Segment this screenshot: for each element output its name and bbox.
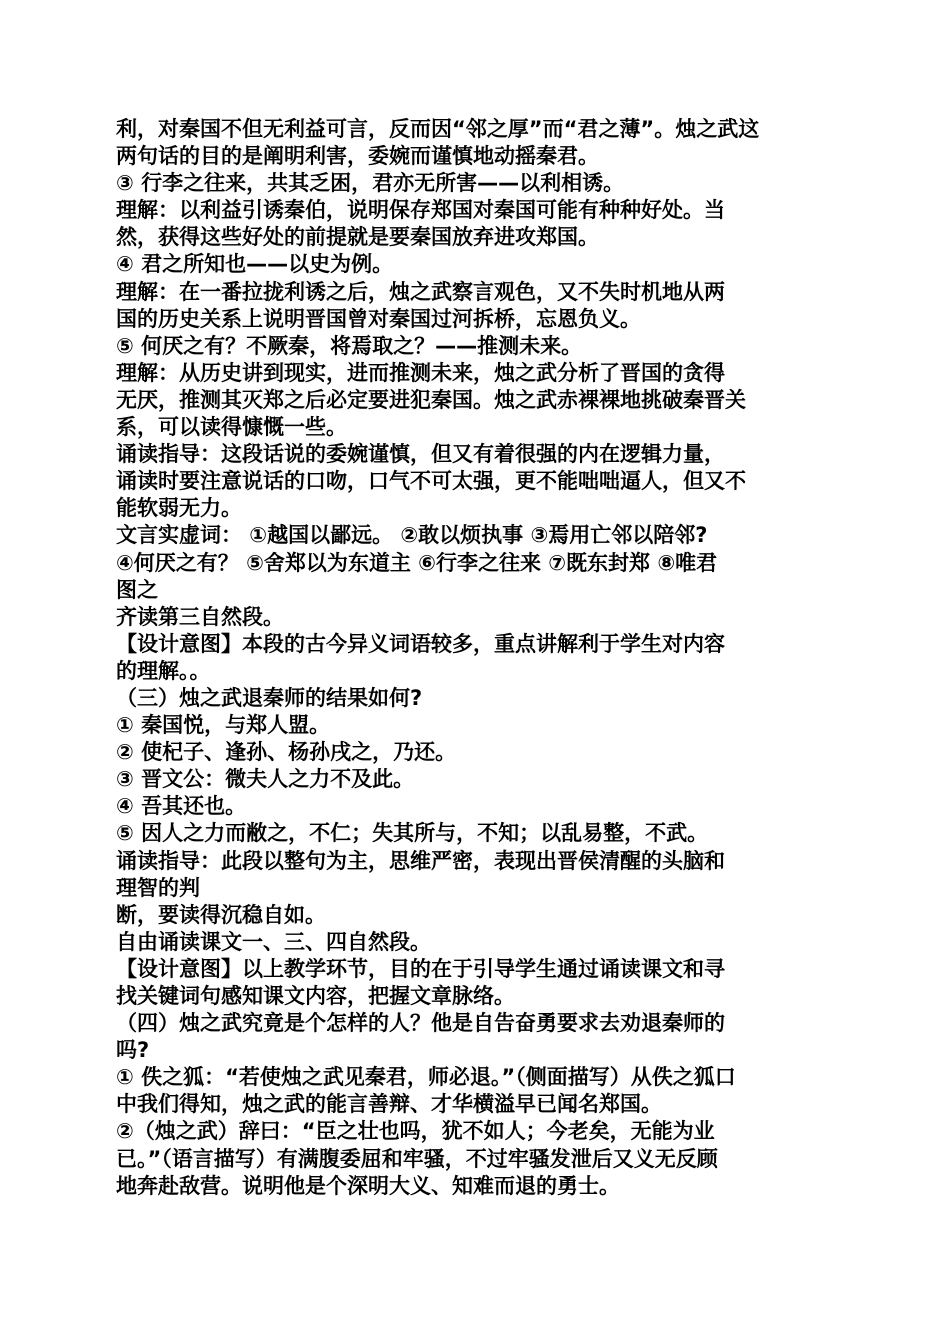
text-line: 诵读指导：这段话说的委婉谨慎，但又有着很强的内在逻辑力量， [116, 442, 725, 467]
text-line: 理解：以利益引诱秦伯，说明保存郑国对秦国可能有种种好处。当 [116, 198, 725, 223]
text-line: 的理解。。 [116, 658, 211, 683]
text-line: ④ 君之所知也——以史为例。 [116, 252, 394, 277]
text-line: 理解：在一番拉拢利诱之后，烛之武察言观色，又不失时机地从两 [116, 279, 725, 304]
text-line: ① 秦国悦，与郑人盟。 [116, 713, 331, 738]
text-line: ⑤ 何厌之有？不厥秦，将焉取之？——推测未来。 [116, 333, 583, 358]
text-line: 然，获得这些好处的前提就是要秦国放弃进攻郑国。 [116, 225, 599, 250]
text-line: ④ 吾其还也。 [116, 794, 247, 819]
text-line: 地奔赴敌营。说明他是个深明大义、知难而退的勇士。 [116, 1173, 620, 1198]
text-line: 理智的判 [116, 875, 200, 900]
text-line: ① 佚之狐：“若使烛之武见秦君，师必退。”（侧面描写）从佚之狐口 [116, 1065, 736, 1090]
text-line: （三）烛之武退秦师的结果如何? [116, 685, 423, 710]
document-page [116, 116, 838, 1200]
text-line: 中我们得知，烛之武的能言善辩、才华横溢早已闻名郑国。 [116, 1092, 662, 1117]
text-line: 齐读第三自然段。 [116, 604, 284, 629]
text-line: 无厌，推测其灭郑之后必定要进犯秦国。烛之武赤裸裸地挑破秦晋关 [116, 387, 746, 412]
text-line: 已。”（语言描写）有满腹委屈和牢骚，不过牢骚发泄后又义无反顾 [116, 1146, 718, 1171]
text-line: 国的历史关系上说明晋国曾对秦国过河拆桥，忘恩负义。 [116, 306, 641, 331]
text-line: 自由诵读课文一、三、四自然段。 [116, 929, 431, 954]
text-line: ② 使杞子、逢孙、杨孙戌之，乃还。 [116, 740, 457, 765]
text-line: 图之 [116, 577, 158, 602]
text-line: （四）烛之武究竟是个怎样的人？他是自告奋勇要求去劝退秦师的 [116, 1011, 725, 1036]
text-line: ④何厌之有？ ⑤舍郑以为东道主 ⑥行李之往来 ⑦既东封郑 ⑧唯君 [116, 550, 718, 575]
text-line: 能软弱无力。 [116, 496, 242, 521]
text-line: 诵读时要注意说话的口吻，口气不可太强，更不能咄咄逼人，但又不 [116, 469, 746, 494]
text-line: 断，要读得沉稳自如。 [116, 902, 326, 927]
text-line: 诵读指导：此段以整句为主，思维严密，表现出晋侯清醒的头脑和 [116, 848, 725, 873]
text-line: ⑤ 因人之力而敝之，不仁；失其所与，不知；以乱易整，不武。 [116, 821, 709, 846]
text-line: 利，对秦国不但无利益可言，反而因“邻之厚”而“君之薄”。烛之武这 [116, 117, 760, 141]
text-line: ③ 晋文公：微夫人之力不及此。 [116, 767, 415, 792]
text-line: 系，可以读得慷慨一些。 [116, 415, 347, 440]
text-line: 找关键词句感知课文内容，把握文章脉络。 [116, 984, 515, 1008]
text-line: 两句话的目的是阐明利害，委婉而谨慎地动摇秦君。 [116, 144, 599, 169]
text-line: ③ 行李之往来，共其乏困，君亦无所害——以利相诱。 [116, 171, 625, 196]
text-line: 吗? [116, 1038, 150, 1063]
text-line: 【设计意图】本段的古今异义词语较多，重点讲解利于学生对内容 [116, 631, 725, 656]
text-line: 理解：从历史讲到现实，进而推测未来，烛之武分析了晋国的贪得 [116, 360, 725, 385]
text-line: 文言实虚词： ①越国以鄙远。 ②敢以烦执事 ③焉用亡邻以陪邻? [116, 523, 708, 548]
text-line: ②（烛之武）辞曰：“臣之壮也吗，犹不如人；今老矣，无能为业 [116, 1119, 715, 1144]
text-line: 【设计意图】以上教学环节，目的在于引导学生通过诵读课文和寻 [116, 956, 725, 981]
